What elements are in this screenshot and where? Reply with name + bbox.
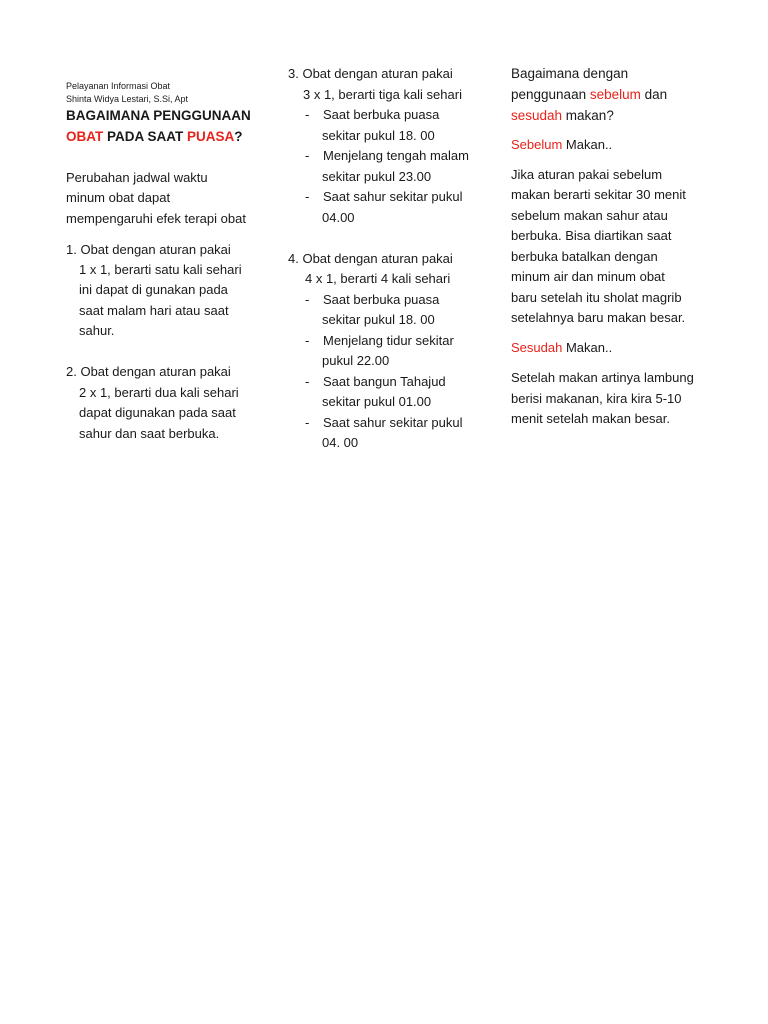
item-3-heading: 3. Obat dengan aturan pakai: [288, 66, 453, 81]
sebelum-line: baru setelah itu sholat magrib: [511, 290, 682, 305]
sebelum-line: minum air dan minum obat: [511, 269, 665, 284]
item-1-line: sahur.: [79, 323, 115, 338]
bullet-dash: -: [305, 333, 310, 348]
bullet-dash: -: [305, 374, 310, 389]
sebelum-line: berbuka batalkan dengan: [511, 249, 658, 264]
bullet-dash: -: [305, 107, 310, 122]
item-4-bullet: - Menjelang tidur sekitar: [288, 331, 454, 352]
sesudah-line: menit setelah makan besar.: [511, 411, 670, 426]
item-1-line: ini dapat di gunakan pada: [79, 282, 228, 297]
sebelum-line: sebelum makan sahur atau: [511, 208, 668, 223]
sebelum-line: setelahnya baru makan besar.: [511, 310, 686, 325]
item-3-bullet: - Saat sahur sekitar pukul: [288, 187, 462, 208]
item-1-line: saat malam hari atau saat: [79, 303, 229, 318]
item-4-bullet-cont: 04. 00: [322, 435, 359, 450]
sesudah-line: Setelah makan artinya lambung: [511, 370, 694, 385]
question-line-2: penggunaan sebelum dan: [511, 87, 668, 102]
item-3-bullet: - Saat berbuka puasa: [288, 105, 439, 126]
item-3-bullet-cont: 04.00: [322, 210, 355, 225]
sebelum-line: Jika aturan pakai sebelum: [511, 167, 663, 182]
question-line-3: sesudah makan?: [511, 108, 614, 123]
item-2-line: sahur dan saat berbuka.: [79, 426, 220, 441]
bullet-dash: -: [305, 415, 310, 430]
item-4-bullet-cont: pukul 22.00: [322, 353, 390, 368]
item-4-bullet: - Saat sahur sekitar pukul: [288, 413, 462, 434]
sebelum-line: makan berarti sekitar 30 menit: [511, 187, 686, 202]
item-2-heading: 2. Obat dengan aturan pakai: [66, 364, 231, 379]
intro-line: minum obat dapat: [66, 190, 171, 205]
item-3-bullet: - Menjelang tengah malam: [288, 146, 469, 167]
item-4-heading: 4. Obat dengan aturan pakai: [288, 251, 453, 266]
item-4-bullet: - Saat bangun Tahajud: [288, 372, 446, 393]
title-pada-saat: PADA SAAT: [103, 129, 187, 144]
sebelum-heading: Sebelum Makan..: [511, 137, 613, 152]
page-title-line-1: BAGAIMANA PENGGUNAAN: [66, 108, 251, 123]
intro-line: mempengaruhi efek terapi obat: [66, 211, 246, 226]
item-4-bullet-cont: sekitar pukul 01.00: [322, 394, 432, 409]
title-question-mark: ?: [234, 129, 243, 144]
header-line-1: Pelayanan Informasi Obat: [66, 81, 171, 91]
header-line-2: Shinta Widya Lestari, S.Si, Apt: [66, 94, 189, 104]
question-sesudah: sesudah: [511, 108, 563, 123]
item-4-subheading: 4 x 1, berarti 4 kali sehari: [305, 271, 451, 286]
intro-line: Perubahan jadwal waktu: [66, 170, 208, 185]
item-3-bullet-cont: sekitar pukul 23.00: [322, 169, 432, 184]
item-2-line: dapat digunakan pada saat: [79, 405, 236, 420]
title-obat: OBAT: [66, 129, 104, 144]
sesudah-heading: Sesudah Makan..: [511, 340, 613, 355]
page-title-line-2: [66, 127, 243, 147]
question-sebelum: sebelum: [589, 87, 641, 102]
item-4-bullet: - Saat berbuka puasa: [288, 290, 439, 311]
bullet-dash: -: [305, 189, 310, 204]
item-1-line: 1 x 1, berarti satu kali sehari: [79, 262, 242, 277]
item-2-line: 2 x 1, berarti dua kali sehari: [79, 385, 239, 400]
item-3-subheading: 3 x 1, berarti tiga kali sehari: [303, 87, 462, 102]
title-puasa: PUASA: [187, 129, 235, 144]
bullet-dash: -: [305, 292, 310, 307]
bullet-dash: -: [305, 148, 310, 163]
item-4-bullet-cont: sekitar pukul 18. 00: [322, 312, 435, 327]
item-3-bullet-cont: sekitar pukul 18. 00: [322, 128, 435, 143]
item-1-heading: 1. Obat dengan aturan pakai: [66, 242, 231, 257]
sesudah-line: berisi makanan, kira kira 5-10: [511, 391, 682, 406]
sebelum-line: berbuka. Bisa diartikan saat: [511, 228, 672, 243]
question-line-1: Bagaimana dengan: [511, 66, 629, 81]
